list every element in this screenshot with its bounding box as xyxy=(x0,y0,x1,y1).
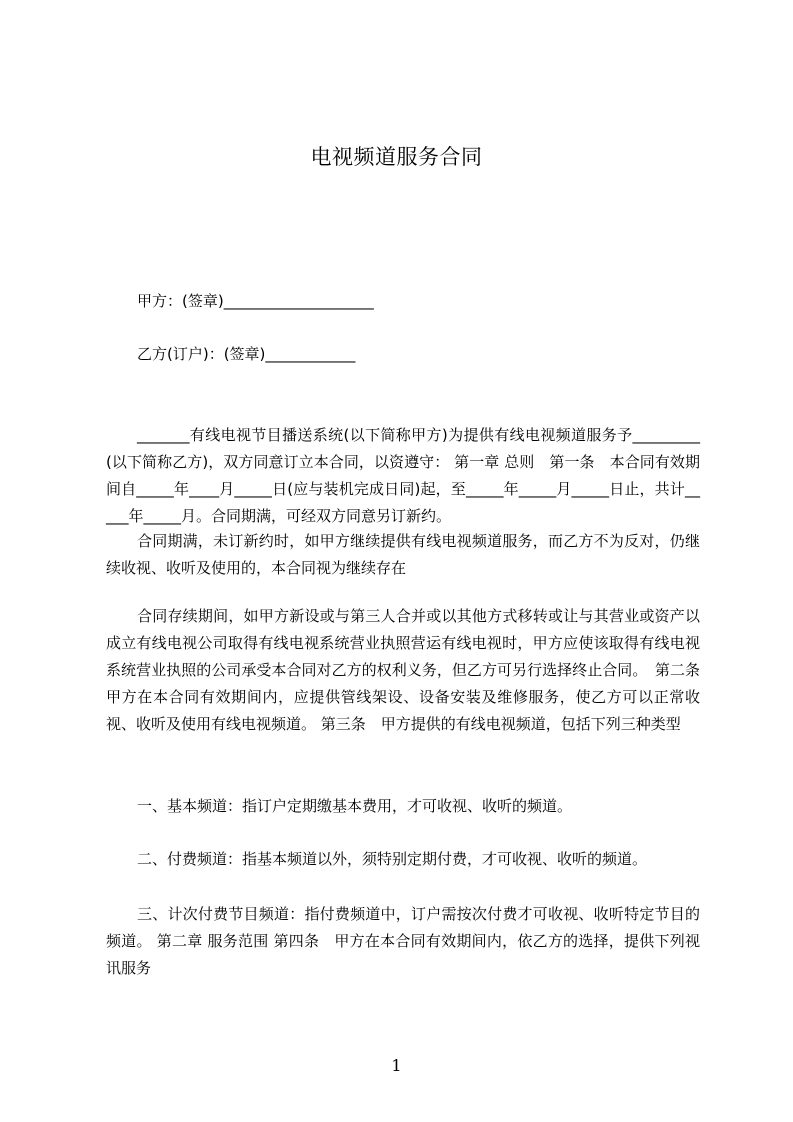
paragraph-contract-continuation: 合同期满，未订新约时，如甲方继续提供有线电视频道服务，而乙方不为反对，仍继续收视、收听及使用的，本合同视为继续存在 xyxy=(106,532,700,577)
paragraph-paid-channel: 二、付费频道：指基本频道以外，须特别定期付费，才可收视、收听的频道。 xyxy=(137,850,648,868)
paragraph-basic-channel: 一、基本频道：指订户定期缴基本费用，才可收视、收听的频道。 xyxy=(137,797,573,815)
document-title: 电视频道服务合同 xyxy=(310,145,483,169)
paragraph-pay-per-view-channel: 三、计次付费节目频道：指付费频道中，订户需按次付费才可收视、收听特定节目的频道。 第二章 服务范围 第四条 甲方在本合同有效期间内，依乙方的选择，提供下列视讯服务 xyxy=(106,905,700,977)
page-number: 1 xyxy=(391,1056,402,1075)
party-b-signature-line: 乙方(订户)：(签章)____________ xyxy=(137,345,356,363)
party-a-signature-line: 甲方：(签章)____________________ xyxy=(137,292,374,310)
paragraph-contract-term: _______有线电视节目播送系统(以下简称甲方)为提供有线电视频道服务予_________(以下简称乙方)，双方同意订立本合同，以资遵守： 第一章 总则 第一条 本合同有效期间自_____年____月_____日(应与装机完成日同)起，至_____年_____月_____日止，共计_____年_____月。合同期满，可经双方同意另订新约。 xyxy=(106,426,700,525)
paragraph-contract-transfer: 合同存续期间，如甲方新设或与第三人合并或以其他方式移转或让与其营业或资产以成立有线电视公司取得有线电视系统营业执照营运有线电视时，甲方应使该取得有线电视系统营业执照的公司承受本合同对乙方的权利义务，但乙方可另行选择终止合同。 第二条 甲方在本合同有效期间内，应提供管线架设、设备安装及维修服务，使乙方可以正常收视、收听及使用有线电视频道。 第三条 甲方提供的有线电视频道，包括下列三种类型 xyxy=(106,607,700,733)
